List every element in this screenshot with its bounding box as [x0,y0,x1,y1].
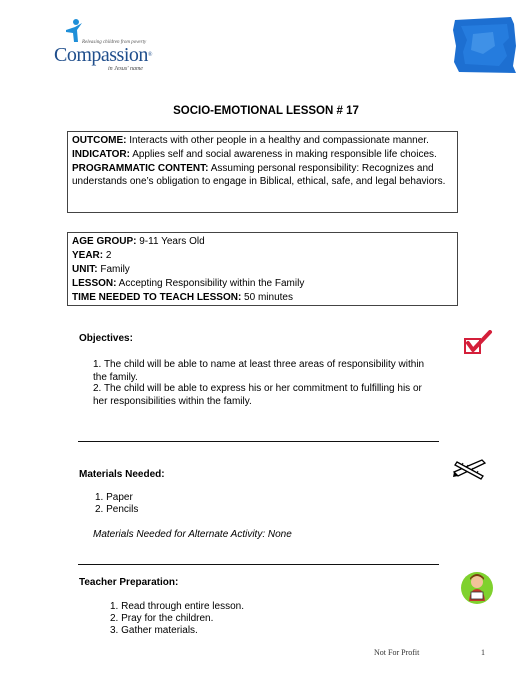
section-divider [78,441,439,442]
alternate-materials: Materials Needed for Alternate Activity: None [93,529,292,540]
blue-paint-block [453,16,517,74]
age-group-line: AGE GROUP: 9-11 Years Old [72,236,205,247]
unit-line: UNIT: Family [72,264,130,275]
year-line: YEAR: 2 [72,250,112,261]
logo-wordmark: Compassion® [54,44,152,66]
materials-heading: Materials Needed: [79,469,165,480]
page-number: 1 [481,648,485,657]
programmatic-content-line: PROGRAMMATIC CONTENT: Assuming personal responsibility: Recognizes and understands one’s obligation to engage in Biblical, ethical, safe, and legal behaviors. [72,163,446,187]
materials-item: 1. Paper [95,492,133,503]
objectives-item: 1. The child will be able to name at least three areas of responsibility within the family. [93,359,425,383]
lesson-info-box [67,232,458,306]
outcome-line: OUTCOME: Interacts with other people in a healthy and compassionate manner. [72,135,429,146]
page-title: SOCIO-EMOTIONAL LESSON # 17 [173,105,359,117]
indicator-line: INDICATOR: Applies self and social awareness in making responsible life choices. [72,149,437,160]
objectives-item: 2. The child will be able to express his or her commitment to fulfilling his or her responsibilities within the family. [93,383,422,407]
materials-item: 2. Pencils [95,504,139,515]
footer-note: Not For Profit [374,648,420,657]
preparation-item: 2. Pray for the children. [110,613,214,624]
pencil-ruler-icon [452,456,488,480]
preparation-item: 1. Read through entire lesson. [110,601,244,612]
preparation-item: 3. Gather materials. [110,625,198,636]
logo-tagline: Releasing children from poverty [82,40,147,45]
checkbox-checkmark-icon [463,330,493,356]
child-figure-icon [64,18,84,44]
compassion-logo [52,18,162,72]
objectives-heading: Objectives: [79,333,133,344]
time-needed-line: TIME NEEDED TO TEACH LESSON: 50 minutes [72,292,293,303]
teacher-reading-icon [460,571,494,605]
outcome-box [67,131,458,213]
lesson-line: LESSON: Accepting Responsibility within the Family [72,278,305,289]
section-divider [78,564,439,565]
logo-subline: in Jesus' name [108,66,143,72]
preparation-heading: Teacher Preparation: [79,577,179,588]
